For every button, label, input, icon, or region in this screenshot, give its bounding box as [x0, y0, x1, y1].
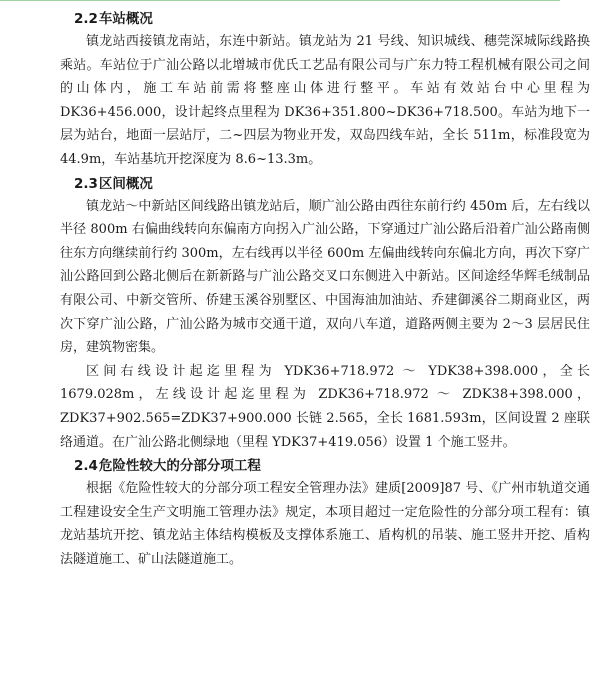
section-title: 车站概况 [98, 11, 153, 27]
section-number: 2.4 [74, 458, 98, 475]
paragraph: 镇龙站西接镇龙南站，东连中新站。镇龙站为 21 号线、知识城线、穗莞深城际线路换乘站。车站位于广汕公路以北增城市优氏工艺品有限公司与广东力特工程机械有限公司之间的山体内，施工车站前需将整座山体进行整平。车站有效站台中心里程为 DK36+456.000，设计起终点里程为 DK36+351.800~DK36+718.500。车站为地下一层为站台，地面一层站厅，二~四层为物业开发，双岛四线车站，全长 511m，标准段宽为 44.9m，车站基坑开挖深度为 8.6~13.3m。 [60, 34, 590, 167]
section-hazardous-works [60, 455, 590, 571]
section-heading [60, 455, 590, 477]
section-number: 2.2 [74, 11, 98, 27]
section-heading [60, 8, 590, 30]
section-title: 区间概况 [98, 175, 153, 192]
top-divider-line [0, 0, 560, 1]
document-page [60, 8, 590, 571]
section-title: 危险性较大的分部分项工程 [98, 458, 261, 475]
section-heading [60, 173, 590, 195]
paragraph: 根据《危险性较大的分部分项工程安全管理办法》建质[2009]87 号、《广州市轨道交通工程建设安全生产文明施工管理办法》规定，本项目超过一定危险性的分部分项工程有：镇龙站基坑开挖、镇龙站主体结构模板及支撑体系施工、盾构机的吊装、施工竖井开挖、盾构法隧道施工、矿山法隧道施工。 [60, 481, 590, 567]
paragraph: 镇龙站～中新站区间线路出镇龙站后，顺广汕公路由西往东前行约 450m 后，左右线以半径 800m 右偏曲线转向东偏南方向拐入广汕公路，下穿通过广汕公路后沿着广汕公路南侧往东方向继续前行约 300m，左右线再以半径 600m 左偏曲线转向东偏北方向，再次下穿广汕公路回到公路北侧后在新新路与广汕公路交叉口东侧进入中新站。区间途经华辉毛绒制品有限公司、中新交管所、侨建玉溪谷别墅区、中国海油加油站、乔建御溪谷二期商业区，两次下穿广汕公路，广汕公路为城市交通干道，双向八车道，道路两侧主要为 2～3 层居民住房，建筑物密集。 [60, 198, 590, 356]
section-number: 2.3 [74, 175, 98, 192]
paragraph: 区间右线设计起迄里程为 YDK36+718.972 ～ YDK38+398.000，全长 1679.028m，左线设计起迄里程为 ZDK36+718.972 ～ ZDK38+398.000，ZDK37+902.565=ZDK37+900.000 长链 2.565，全长 1681.593m，区间设置 2 座联络通道。在广汕公路北侧绿地（里程 YDK37+419.056）设置 1 个施工竖井。 [60, 363, 590, 450]
section-station-overview [60, 8, 590, 172]
section-interval-overview [60, 173, 590, 455]
